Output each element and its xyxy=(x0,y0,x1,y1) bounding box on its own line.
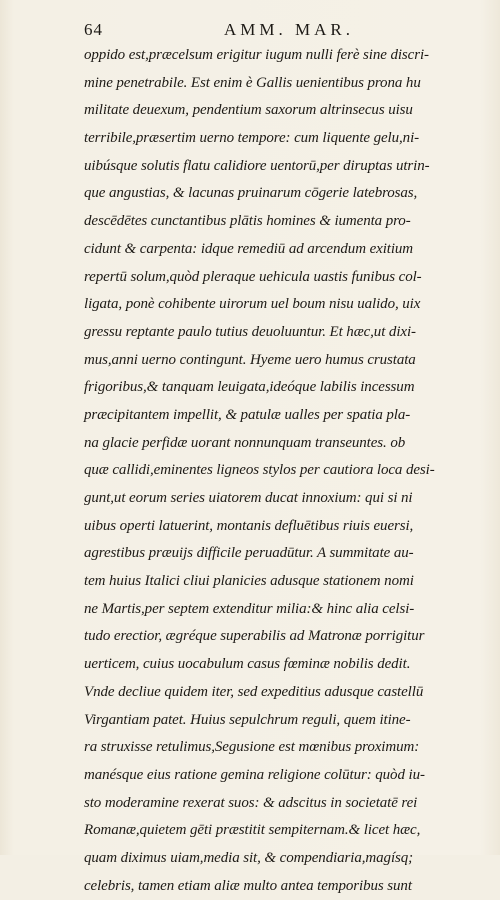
text-line: tudo erectior, ægréque superabilis ad Matronæ porrigitur xyxy=(84,628,425,645)
page-number: 64 xyxy=(84,20,103,39)
text-line: terribile,præsertim uerno tempore: cum liquente gelu,ni- xyxy=(84,130,420,147)
text-line: sto moderamine rexerat suos: & adscitus in societatē rei xyxy=(84,794,418,811)
text-line: repertū solum,quòd pleraque uehicula uastis funibus col- xyxy=(84,268,422,285)
text-line: militate deuexum, pendentium saxorum altrinsecus uisu xyxy=(84,102,413,119)
text-line: celebris, tamen etiam aliæ multo antea temporibus sunt xyxy=(84,877,412,894)
text-line: mine penetrabile. Est enim è Gallis uenientibus prona hu xyxy=(84,74,421,91)
text-line: ra struxisse retulimus,Segusione est mœnibus proximum: xyxy=(84,739,420,756)
text-line: uibus operti latuerint, montanis defluētibus riuis euersi, xyxy=(84,517,414,534)
text-line: agrestibus præuijs difficile peruadūtur. A summitate au- xyxy=(84,545,414,562)
text-line: præcipitantem impellit, & patulæ ualles per spatia pla- xyxy=(84,406,411,423)
text-line: frigoribus,& tanquam leuigata,ideóque labilis incessum xyxy=(84,379,415,396)
text-line: mus,anni uerno contingunt. Hyeme uero humus crustata xyxy=(84,351,416,368)
text-line: quam diximus uiam,media sit, & compendiaria,magísq; xyxy=(84,849,414,866)
running-head: AMM. MAR. xyxy=(224,20,354,39)
text-line: descēdētes cunctantibus plātis homines & iumenta pro- xyxy=(84,213,411,230)
text-line: gressu reptante paulo tutius deuoluuntur. Et hæc,ut dixi- xyxy=(84,323,416,340)
text-line: quæ callidi,eminentes ligneos stylos per cautiora loca desi- xyxy=(84,462,435,479)
text-line: que angustias, & lacunas pruinarum cōgerie latebrosas, xyxy=(84,185,418,202)
text-line: Vnde decliue quidem iter, sed expeditius adusque castellū xyxy=(84,683,424,700)
text-line: na glacie perfidæ uorant nonnunquam transeuntes. ob xyxy=(84,434,406,451)
text-line: oppido est,præcelsum erigitur iugum nulli ferè sine discri- xyxy=(84,47,429,63)
text-line: manésque eius ratione gemina religione colūtur: quòd iu- xyxy=(84,766,425,783)
text-line: uerticem, cuius uocabulum casus fœminæ nobilis dedit. xyxy=(84,656,411,673)
text-line: gunt,ut eorum series uiatorem ducat innoxium: qui si ni xyxy=(84,490,413,506)
text-line: Virgantiam patet. Huius sepulchrum reguli, quem itine- xyxy=(84,711,411,728)
text-line: cidunt & carpenta: idque remediū ad arcendum exitium xyxy=(84,240,414,257)
text-line: uibúsque solutis flatu calidiore uentorū,per diruptas utrin- xyxy=(84,157,430,174)
page-header xyxy=(84,20,460,44)
text-line: ligata, ponè cohibente uirorum uel boum nisu ualido, uix xyxy=(84,296,421,313)
text-line: ne Martis,per septem extenditur milia:& hinc alia celsi- xyxy=(84,600,415,617)
text-line: Romanæ,quietem gēti præstitit sempiternam.& licet hæc, xyxy=(84,822,421,839)
text-line: tem huius Italici cliui planicies adusque stationem nomi xyxy=(84,573,414,590)
body-text xyxy=(84,42,484,900)
